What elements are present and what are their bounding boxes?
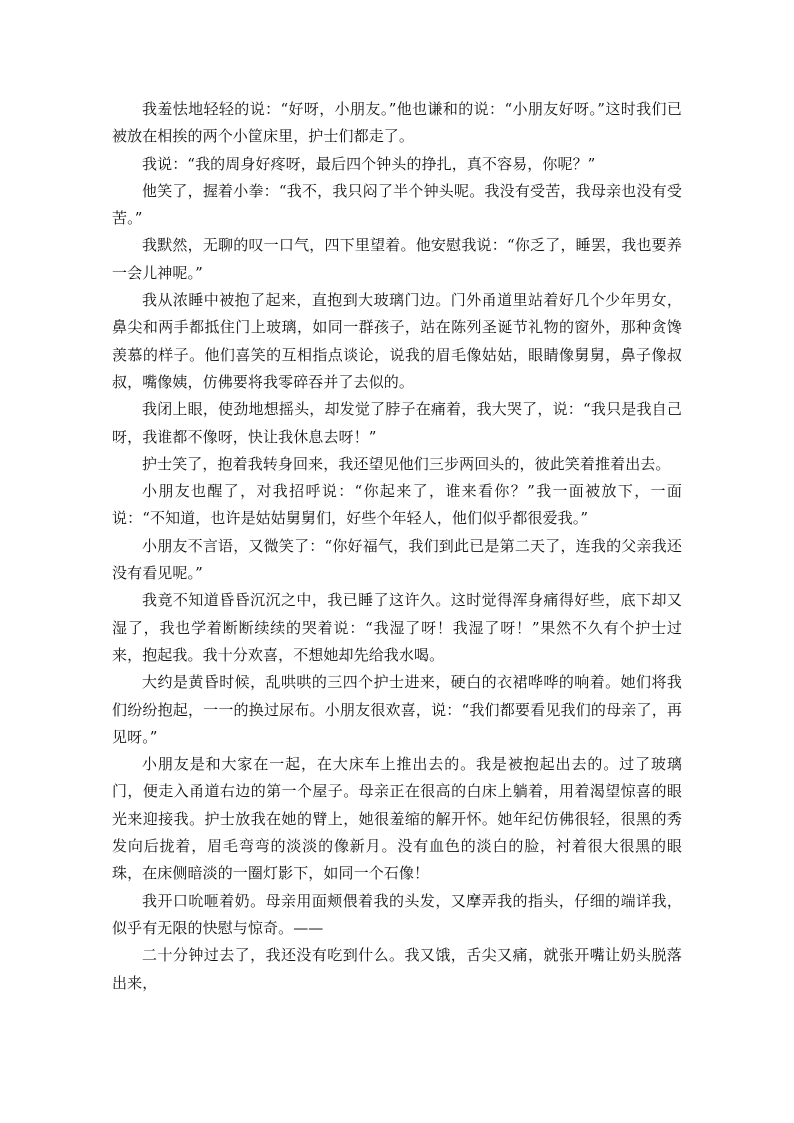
paragraph: 护士笑了，抱着我转身回来，我还望见他们三步两回头的，彼此笑着推着出去。 bbox=[142, 454, 671, 473]
paragraph: 我说：“我的周身好疼呀，最后四个钟头的挣扎，真不容易，你呢？” bbox=[142, 154, 596, 173]
paragraph: 他笑了，握着小拳：“我不，我只闷了半个钟头呢。我没有受苦，我母亲也没有受苦。” bbox=[112, 181, 682, 228]
paragraph: 我竟不知道昏昏沉沉之中，我已睡了这许久。这时觉得浑身痛得好些，底下却又湿了，我也学着断断续续的哭着说：“我湿了呀！我湿了呀！”果然不久有个护士过来，抱起我。我十分欢喜，不想她却先给我水喝。 bbox=[112, 591, 682, 664]
paragraph: 小朋友也醒了，对我招呼说：“你起来了，谁来看你？”我一面被放下，一面说：“不知道，也许是姑姑舅舅们，好些个年轻人，他们似乎都很爱我。” bbox=[112, 482, 682, 528]
paragraph: 二十分钟过去了，我还没有吃到什么。我又饿，舌尖又痛，就张开嘴让奶头脱落出来， bbox=[112, 946, 682, 992]
paragraph: 我开口吮咂着奶。母亲用面颊偎着我的头发，又摩弄我的指头，仔细的端详我，似乎有无限的快慰与惊奇。—— bbox=[112, 891, 682, 937]
paragraph: 我闭上眼，使劲地想摇头，却发觉了脖子在痛着，我大哭了，说：“我只是我自己呀，我谁都不像呀，快让我休息去呀！” bbox=[112, 400, 682, 446]
paragraph: 小朋友是和大家在一起，在大床车上推出去的。我是被抱起出去的。过了玻璃门，便走入甬道右边的第一个屋子。母亲正在很高的白床上躺着，用着渴望惊喜的眼光来迎接我。护士放我在她的臂上，她很羞缩的解开怀。她年纪仿佛很轻，很黑的秀发向后拢着，眉毛弯弯的淡淡的像新月。没有血色的淡白的脸，衬着很大很黑的眼珠，在床侧暗淡的一圈灯影下，如同一个石像！ bbox=[112, 755, 682, 883]
paragraph: 我从浓睡中被抱了起来，直抱到大玻璃门边。门外甬道里站着好几个少年男女，鼻尖和两手都抵住门上玻璃，如同一群孩子，站在陈列圣诞节礼物的窗外，那种贪馋羡慕的样子。他们喜笑的互相指点谈论，说我的眉毛像姑姑，眼睛像舅舅，鼻子像叔叔，嘴像姨，仿佛要将我零碎吞并了去似的。 bbox=[112, 291, 682, 391]
paragraph: 大约是黄昏时候，乱哄哄的三四个护士进来，硬白的衣裙哗哗的响着。她们将我们纷纷抱起，一一的换过尿布。小朋友很欢喜，说：“我们都要看见我们的母亲了，再见呀。” bbox=[112, 673, 682, 746]
paragraph: 我羞怯地轻轻的说：“好呀，小朋友。”他也谦和的说：“小朋友好呀。”这时我们已被放在相挨的两个小筐床里，护士们都走了。 bbox=[112, 100, 682, 146]
paragraph: 我默然，无聊的叹一口气，四下里望着。他安慰我说：“你乏了，睡罢，我也要养一会儿神呢。” bbox=[112, 236, 682, 282]
document-body bbox=[112, 96, 682, 997]
paragraph: 小朋友不言语，又微笑了：“你好福气，我们到此已是第二天了，连我的父亲我还没有看见呢。” bbox=[112, 536, 682, 583]
